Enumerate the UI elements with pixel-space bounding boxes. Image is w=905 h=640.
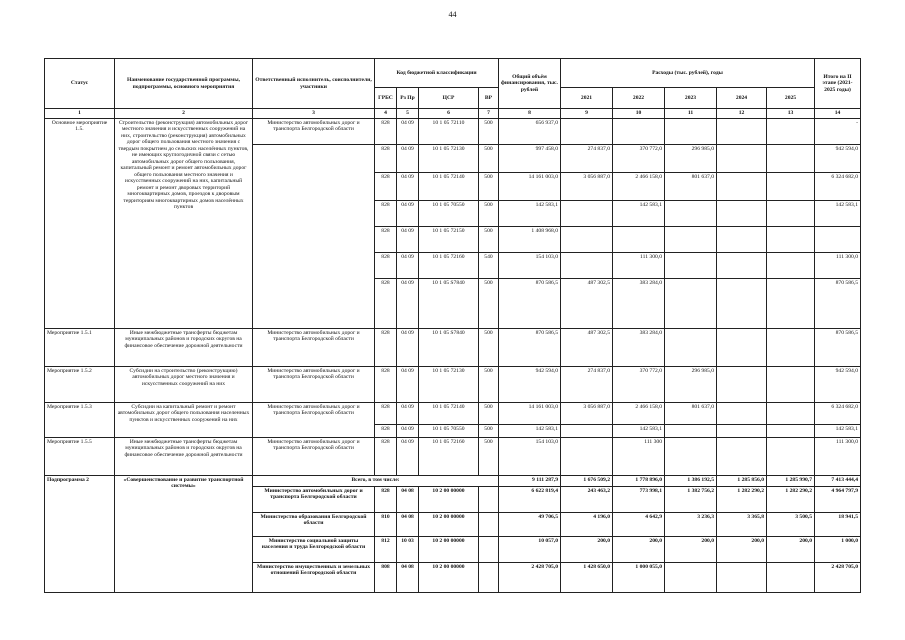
total-cell: 49 706,5: [499, 513, 561, 537]
csr-cell: 10 2 00 00000: [419, 537, 479, 563]
header-csr: ЦСР: [419, 88, 479, 109]
year-2023-cell: [665, 227, 717, 253]
year-2021-cell: 4 196,0: [561, 513, 613, 537]
year-2024-cell: 1 282 290,2: [717, 487, 767, 513]
vr-cell: [479, 537, 499, 563]
name-cell: Иные межбюджетные трансферты бюджетам муниципальных районов и городских округов на финансовое обеспечение дорожной деятельности: [115, 438, 253, 476]
year-2022-cell: 111 300: [613, 438, 665, 476]
header-status: Статус: [45, 59, 115, 109]
column-number: 2: [115, 109, 253, 119]
year-2022-cell: 111 300,0: [613, 253, 665, 279]
year-2023-cell: [665, 201, 717, 227]
csr-cell: 10 1 05 72160: [419, 253, 479, 279]
year-2021-cell: 487 302,5: [561, 329, 613, 367]
stage-total-cell: 4 964 797,9: [815, 487, 861, 513]
vr-cell: 500: [479, 201, 499, 227]
csr-cell: 10 1 05 S7840: [419, 279, 479, 329]
csr-cell: 10 2 00 00000: [419, 563, 479, 593]
year-2023-cell: [665, 425, 717, 438]
executor-cell: Министерство автомобильных дорог и транспорта Белгородской области: [253, 487, 375, 513]
year-2022-cell: [613, 119, 665, 145]
grbs-cell: 828: [375, 145, 397, 173]
csr-cell: 10 2 00 00000: [419, 513, 479, 537]
year-2021-cell: [561, 438, 613, 476]
column-number: 14: [815, 109, 861, 119]
grbs-cell: 828: [375, 253, 397, 279]
stage-total-cell: 2 428 705,0: [815, 563, 861, 593]
year-2023-cell: [665, 329, 717, 367]
csr-cell: 10 1 05 S7840: [419, 329, 479, 367]
header-2022: 2022: [613, 88, 665, 109]
vr-cell: 500: [479, 403, 499, 425]
subprogram-total-cell: 7 413 444,4: [815, 476, 861, 487]
year-2024-cell: [717, 367, 767, 403]
rzpr-cell: 04 09: [397, 425, 419, 438]
vr-cell: 500: [479, 227, 499, 253]
header-expenses: Расходы (тыс. рублей), годы: [561, 59, 815, 88]
status-cell: Мероприятие 1.5.1: [45, 329, 115, 367]
year-2024-cell: [717, 329, 767, 367]
total-cell: 870 586,5: [499, 329, 561, 367]
name-cell: Иные межбюджетные трансферты бюджетам муниципальных районов и городских округов на финансовое обеспечение дорожной деятельности: [115, 329, 253, 367]
year-2022-cell: 142 583,1: [613, 201, 665, 227]
status-cell: Мероприятие 1.5.5: [45, 438, 115, 476]
stage-total-cell: 942 594,0: [815, 145, 861, 173]
grbs-cell: 828: [375, 425, 397, 438]
name-cell: Субсидии на капитальный ремонт и ремонт автомобильных дорог общего пользования населенных пунктов и искусственных сооружений на них: [115, 403, 253, 438]
total-cell: 997 458,0: [499, 145, 561, 173]
status-cell: Основное мероприятие 1.5.: [45, 119, 115, 329]
year-2023-cell: 801 637,0: [665, 403, 717, 425]
year-2025-cell: [767, 173, 815, 201]
year-2023-cell: [665, 279, 717, 329]
year-2022-cell: [613, 227, 665, 253]
year-2024-cell: [717, 403, 767, 425]
year-2025-cell: [767, 227, 815, 253]
header-executor: Ответственный исполнитель, соисполнители, участники: [253, 59, 375, 109]
year-2025-cell: [767, 119, 815, 145]
vr-cell: [479, 487, 499, 513]
total-cell: 870 586,5: [499, 279, 561, 329]
year-2024-cell: 200,0: [717, 537, 767, 563]
rzpr-cell: 04 09: [397, 119, 419, 145]
total-cell: 154 103,0: [499, 438, 561, 476]
year-2021-cell: 274 837,0: [561, 145, 613, 173]
column-number: 3: [253, 109, 375, 119]
year-2025-cell: [767, 253, 815, 279]
year-2024-cell: 3 365,8: [717, 513, 767, 537]
year-2021-cell: [561, 425, 613, 438]
stage-total-cell: 142 583,1: [815, 425, 861, 438]
vr-cell: 500: [479, 367, 499, 403]
year-2022-cell: 370 772,0: [613, 145, 665, 173]
rzpr-cell: 04 09: [397, 367, 419, 403]
grbs-cell: 828: [375, 329, 397, 367]
stage-total-cell: 142 583,1: [815, 201, 861, 227]
grbs-cell: 828: [375, 227, 397, 253]
year-2025-cell: 1 282 290,2: [767, 487, 815, 513]
year-2024-cell: [717, 438, 767, 476]
column-number: 7: [479, 109, 499, 119]
header-2024: 2024: [717, 88, 767, 109]
year-2023-cell: 296 985,0: [665, 145, 717, 173]
table-row: [45, 367, 861, 403]
csr-cell: 10 1 05 72160: [419, 438, 479, 476]
stage-total-cell: 6 324 682,0: [815, 173, 861, 201]
year-2025-cell: [767, 425, 815, 438]
year-2025-cell: [767, 145, 815, 173]
page-number: 44: [448, 10, 457, 19]
year-2023-cell: 200,0: [665, 537, 717, 563]
csr-cell: 10 1 05 72140: [419, 403, 479, 425]
year-2021-cell: 274 837,0: [561, 367, 613, 403]
executor-cell: Министерство автомобильных дорог и транспорта Белгородской области: [253, 403, 375, 438]
total-cell: 154 103,0: [499, 253, 561, 279]
header-2025: 2025: [767, 88, 815, 109]
header-program-name: Наименование государственной программы, подпрограммы, основного мероприятия: [115, 59, 253, 109]
table-row: [45, 329, 861, 367]
vr-cell: 500: [479, 438, 499, 476]
total-cell: 1 408 968,0: [499, 227, 561, 253]
vr-cell: [479, 513, 499, 537]
vr-cell: 500: [479, 279, 499, 329]
total-cell: 14 161 003,0: [499, 173, 561, 201]
year-2023-cell: [665, 438, 717, 476]
year-2022-cell: 383 284,0: [613, 329, 665, 367]
stage-total-cell: -: [815, 119, 861, 145]
rzpr-cell: 04 09: [397, 173, 419, 201]
total-cell: 142 583,1: [499, 425, 561, 438]
column-number: 13: [767, 109, 815, 119]
column-numbers-row: [45, 109, 861, 119]
year-2022-cell: 142 583,1: [613, 425, 665, 438]
column-number: 4: [375, 109, 397, 119]
year-2023-cell: 3 236,3: [665, 513, 717, 537]
stage-total-cell: 1 000,0: [815, 537, 861, 563]
year-2022-cell: 200,0: [613, 537, 665, 563]
year-2022-cell: 2 466 158,0: [613, 403, 665, 425]
header-2023: 2023: [665, 88, 717, 109]
year-2021-cell: 487 302,5: [561, 279, 613, 329]
rzpr-cell: 04 08: [397, 563, 419, 593]
year-2023-cell: [665, 253, 717, 279]
table-row: [45, 438, 861, 476]
rzpr-cell: 04 08: [397, 487, 419, 513]
csr-cell: 10 1 05 70550: [419, 201, 479, 227]
stage-total-cell: 6 324 682,0: [815, 403, 861, 425]
rzpr-cell: 04 09: [397, 227, 419, 253]
year-2023-cell: 296 985,0: [665, 367, 717, 403]
subprogram-total-cell: 1 676 509,2: [561, 476, 613, 487]
year-2021-cell: 3 056 887,0: [561, 403, 613, 425]
table-row: [45, 476, 861, 487]
table-row: [45, 403, 861, 425]
executor-cell: [253, 145, 375, 329]
subprogram-total-cell: 9 111 287,9: [499, 476, 561, 487]
total-cell: 656 937,0: [499, 119, 561, 145]
year-2024-cell: [717, 201, 767, 227]
rzpr-cell: 04 09: [397, 145, 419, 173]
subprogram-total-cell: 1 778 896,0: [613, 476, 665, 487]
grbs-cell: 828: [375, 487, 397, 513]
grbs-cell: 812: [375, 537, 397, 563]
column-number: 6: [419, 109, 479, 119]
csr-cell: 10 1 05 72140: [419, 173, 479, 201]
grbs-cell: 828: [375, 119, 397, 145]
total-label-cell: Всего, в том числе:: [253, 476, 499, 487]
subprogram-total-cell: 1 285 856,0: [717, 476, 767, 487]
column-number: 1: [45, 109, 115, 119]
vr-cell: 500: [479, 145, 499, 173]
total-cell: 2 428 705,0: [499, 563, 561, 593]
year-2022-cell: 383 284,0: [613, 279, 665, 329]
year-2021-cell: [561, 201, 613, 227]
year-2021-cell: 200,0: [561, 537, 613, 563]
rzpr-cell: 10 03: [397, 537, 419, 563]
year-2024-cell: [717, 279, 767, 329]
name-cell: «Совершенствование и развитие транспортной системы»: [115, 476, 253, 593]
status-cell: Мероприятие 1.5.3: [45, 403, 115, 438]
status-cell: Мероприятие 1.5.2: [45, 367, 115, 403]
stage-total-cell: 111 300,0: [815, 438, 861, 476]
column-number: 10: [613, 109, 665, 119]
header-total-volume: Общий объём финансирования, тыс. рублей: [499, 59, 561, 109]
year-2022-cell: 773 998,1: [613, 487, 665, 513]
csr-cell: 10 1 05 72130: [419, 145, 479, 173]
header-2021: 2021: [561, 88, 613, 109]
year-2025-cell: [767, 201, 815, 227]
budget-table: [44, 58, 861, 593]
header-vr: ВР: [479, 88, 499, 109]
grbs-cell: 828: [375, 279, 397, 329]
total-cell: 942 594,0: [499, 367, 561, 403]
executor-cell: Министерство автомобильных дорог и транспорта Белгородской области: [253, 119, 375, 145]
year-2021-cell: [561, 227, 613, 253]
csr-cell: 10 1 05 70550: [419, 425, 479, 438]
grbs-cell: 810: [375, 513, 397, 537]
rzpr-cell: 04 09: [397, 403, 419, 425]
total-cell: 10 057,0: [499, 537, 561, 563]
vr-cell: 500: [479, 329, 499, 367]
year-2023-cell: [665, 119, 717, 145]
column-number: 5: [397, 109, 419, 119]
year-2021-cell: [561, 253, 613, 279]
year-2024-cell: [717, 173, 767, 201]
year-2025-cell: [767, 563, 815, 593]
subprogram-total-cell: 1 386 192,5: [665, 476, 717, 487]
stage-total-cell: 18 941,5: [815, 513, 861, 537]
rzpr-cell: 04 09: [397, 438, 419, 476]
year-2022-cell: 2 466 158,0: [613, 173, 665, 201]
grbs-cell: 828: [375, 367, 397, 403]
year-2021-cell: 1 428 650,0: [561, 563, 613, 593]
stage-total-cell: 111 300,0: [815, 253, 861, 279]
rzpr-cell: 04 09: [397, 329, 419, 367]
year-2025-cell: 200,0: [767, 537, 815, 563]
year-2024-cell: [717, 227, 767, 253]
executor-cell: Министерство социальной защиты населения и труда Белгородской области: [253, 537, 375, 563]
year-2024-cell: [717, 119, 767, 145]
total-cell: 14 161 003,0: [499, 403, 561, 425]
year-2022-cell: 1 000 055,0: [613, 563, 665, 593]
column-number: 8: [499, 109, 561, 119]
vr-cell: 540: [479, 253, 499, 279]
status-cell: Подпрограмма 2: [45, 476, 115, 593]
stage-total-cell: 870 586,5: [815, 329, 861, 367]
year-2021-cell: [561, 119, 613, 145]
vr-cell: 500: [479, 425, 499, 438]
csr-cell: 10 1 05 72130: [419, 367, 479, 403]
column-number: 12: [717, 109, 767, 119]
year-2022-cell: 4 642,9: [613, 513, 665, 537]
column-number: 11: [665, 109, 717, 119]
table-row: [45, 119, 861, 145]
grbs-cell: 828: [375, 173, 397, 201]
column-number: 9: [561, 109, 613, 119]
year-2025-cell: [767, 438, 815, 476]
rzpr-cell: 04 09: [397, 279, 419, 329]
year-2024-cell: [717, 145, 767, 173]
csr-cell: 10 2 00 00000: [419, 487, 479, 513]
table-body: [45, 119, 861, 593]
csr-cell: 10 1 05 72110: [419, 119, 479, 145]
grbs-cell: 828: [375, 201, 397, 227]
rzpr-cell: 04 08: [397, 513, 419, 537]
grbs-cell: 808: [375, 563, 397, 593]
year-2025-cell: [767, 403, 815, 425]
executor-cell: Министерство автомобильных дорог и транспорта Белгородской области: [253, 329, 375, 367]
year-2023-cell: [665, 563, 717, 593]
name-cell: Строительство (реконструкция) автомобильных дорог местного значения и искусственных сооружений на них, строительство (реконструкция) автомобильных дорог общего пользования местного значения с твердым покрытием до сельских населённых пунктов, не имеющих круглогодичной связи с сетью автомобильных дорог общего пользования, капитальный ремонт и ремонт автомобильных дорог общего пользования местного значения и искусственных сооружений на них, капитальный ремонт и ремонт дворовых территорий многоквартирных домов, проездов к дворовым территориям многоквартирных домов населённых пунктов: [115, 119, 253, 329]
year-2024-cell: [717, 563, 767, 593]
year-2024-cell: [717, 425, 767, 438]
year-2025-cell: [767, 329, 815, 367]
name-cell: Субсидии на строительство (реконструкцию) автомобильных дорог местного значения и искусственных сооружений на них: [115, 367, 253, 403]
year-2021-cell: 243 463,2: [561, 487, 613, 513]
total-cell: 6 622 819,4: [499, 487, 561, 513]
rzpr-cell: 04 09: [397, 253, 419, 279]
executor-cell: Министерство автомобильных дорог и транспорта Белгородской области: [253, 367, 375, 403]
vr-cell: 500: [479, 119, 499, 145]
subprogram-total-cell: 1 285 990,7: [767, 476, 815, 487]
executor-cell: Министерство имущественных и земельных отношений Белгородской области: [253, 563, 375, 593]
total-cell: 142 583,1: [499, 201, 561, 227]
csr-cell: 10 1 05 72150: [419, 227, 479, 253]
header-grbs: ГРБС: [375, 88, 397, 109]
vr-cell: 500: [479, 173, 499, 201]
rzpr-cell: 04 09: [397, 201, 419, 227]
stage-total-cell: [815, 227, 861, 253]
grbs-cell: 828: [375, 438, 397, 476]
stage-total-cell: 870 586,5: [815, 279, 861, 329]
vr-cell: [479, 563, 499, 593]
executor-cell: Министерство автомобильных дорог и транспорта Белгородской области: [253, 438, 375, 476]
year-2023-cell: 1 382 756,2: [665, 487, 717, 513]
header-rzpr: Рз Пр: [397, 88, 419, 109]
year-2025-cell: 3 500,5: [767, 513, 815, 537]
year-2023-cell: 801 637,0: [665, 173, 717, 201]
header-total-stage: Итого на II этапе (2021-2025 годы): [815, 59, 861, 109]
year-2021-cell: 3 056 887,0: [561, 173, 613, 201]
year-2022-cell: 370 772,0: [613, 367, 665, 403]
year-2024-cell: [717, 253, 767, 279]
year-2025-cell: [767, 279, 815, 329]
header-budget-code: Код бюджетной классификации: [375, 59, 499, 88]
grbs-cell: 828: [375, 403, 397, 425]
executor-cell: Министерство образования Белгородской области: [253, 513, 375, 537]
stage-total-cell: 942 594,0: [815, 367, 861, 403]
year-2025-cell: [767, 367, 815, 403]
